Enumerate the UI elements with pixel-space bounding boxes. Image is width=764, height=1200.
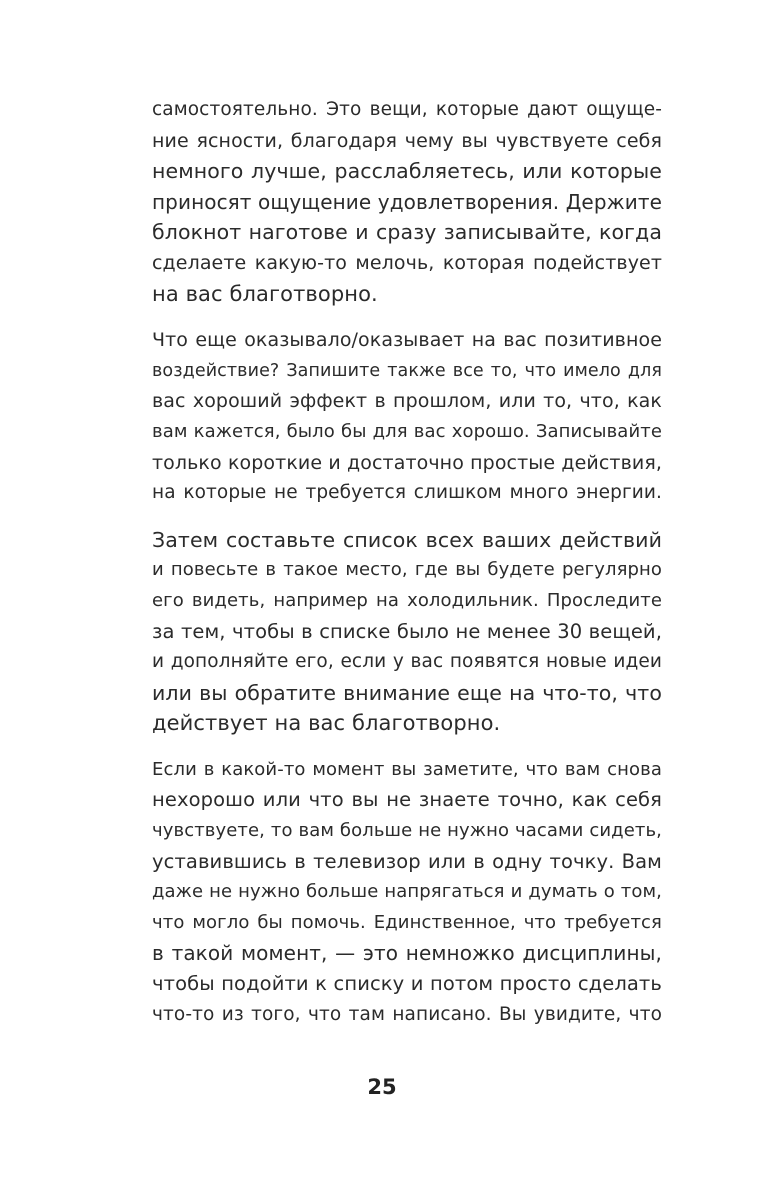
text-line: нехорошо или что вы не знаете точно, как себя [152,788,662,812]
text-line: даже не нужно больше напрягаться и думать о том, [152,881,662,903]
text-line: и повесьте в такое место, где вы будете регулярно [152,559,662,581]
text-line: чувствуете, то вам больше не нужно часами сидеть, [152,820,662,842]
body-text [152,95,662,1046]
text-line: на которые не требуется слишком много энергии. [152,482,662,504]
text-line: только короткие и достаточно простые действия, [152,451,662,474]
text-line: вам кажется, было бы для вас хорошо. Записывайте [152,420,662,442]
text-line: сделаете какую-то мелочь, которая подействует [152,251,662,274]
paragraph-2 [152,325,662,509]
text-line: Что еще оказывало/оказывает на вас позитивное [152,329,662,352]
text-line: уставившись в телевизор или в одну точку. Вам [152,849,662,873]
text-line: приносят ощущение удовлетворения. Держите [152,189,662,214]
text-line: что могло бы помочь. Единственное, что требуется [152,911,662,933]
paragraph-1 [152,95,662,309]
paragraph-3 [152,525,662,739]
text-line: чтобы подойти к списку и потом просто сделать [152,972,662,996]
text-line: самостоятельно. Это вещи, которые дают ощуще- [152,99,662,120]
text-line: Если в какой-то момент вы заметите, что вам снова [152,758,662,780]
text-line: или вы обратите внимание еще на что-то, что [152,680,662,705]
text-line: его видеть, например на холодильник. Проследите [152,589,662,611]
text-line: воздействие? Запишите также все то, что имело для [152,360,662,381]
text-line: и дополняйте его, если у вас появятся новые идеи [152,651,662,673]
text-line: блокнот наготове и сразу записывайте, когда [152,220,662,245]
paragraph-4 [152,755,662,1030]
text-line: действует на вас благотворно. [152,711,501,736]
text-line: в такой момент, — это немножко дисциплины, [152,941,662,966]
text-line: ние ясности, благодаря чему вы чувствуете себя [152,129,662,152]
text-line: Затем составьте список всех ваших действий [152,527,662,552]
text-line: вас хороший эффект в прошлом, или то, что, как [152,390,662,413]
text-line: за тем, чтобы в списке было не менее 30 вещей, [152,619,662,643]
page-number: 25 [367,1075,397,1099]
text-line: немного лучше, расслабляетесь, или которые [152,159,662,184]
text-line: на вас благотворно. [152,281,378,306]
text-line: что-то из того, что там написано. Вы увидите, что [152,1003,662,1025]
